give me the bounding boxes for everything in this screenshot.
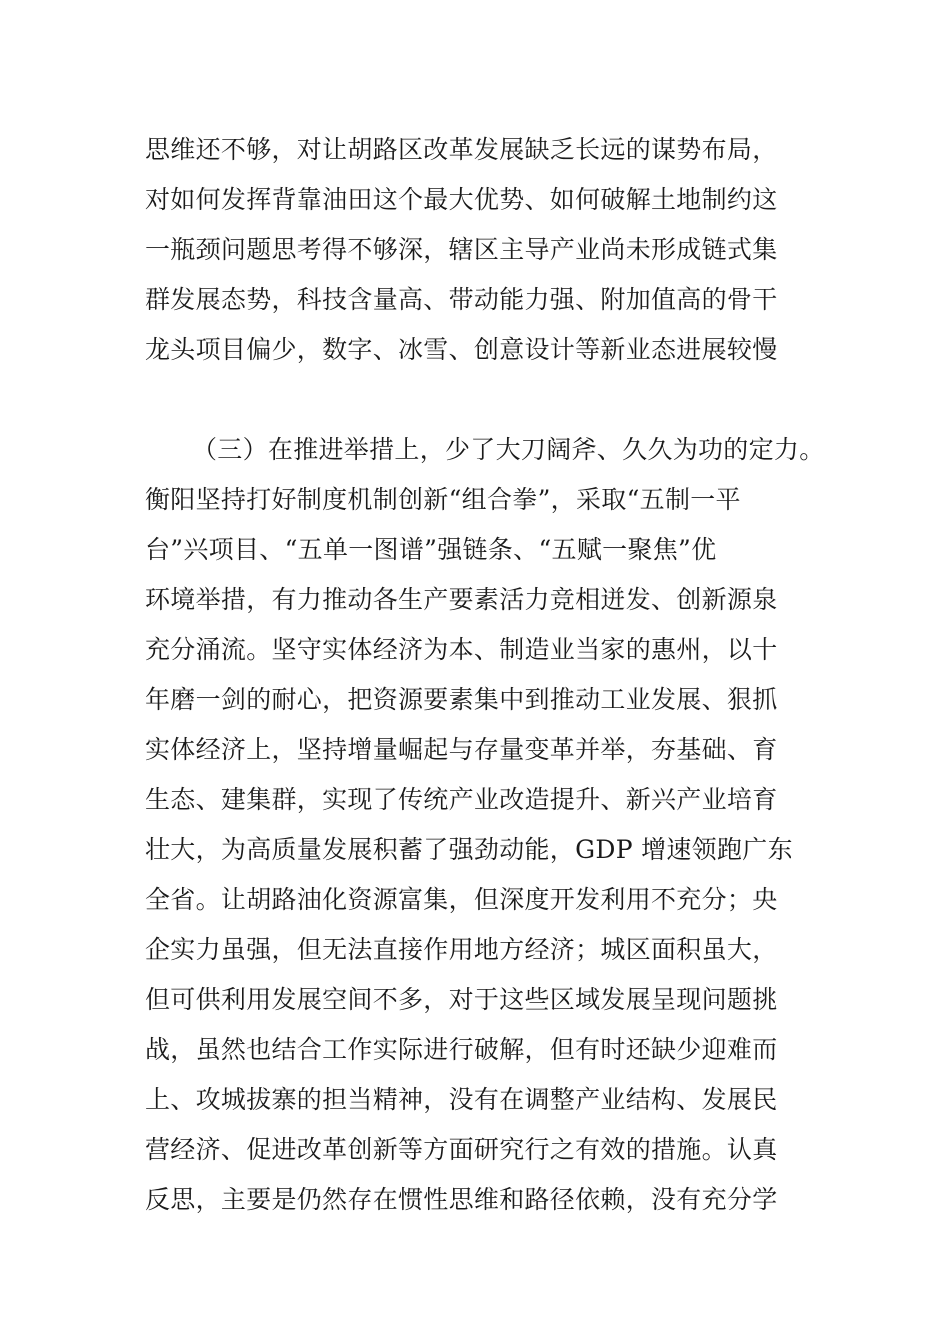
text-line: 生态、建集群，实现了传统产业改造提升、新兴产业培育 [145,785,778,814]
text-line: 环境举措，有力推动各生产要素活力竞相迸发、创新源泉 [145,585,778,614]
text-line: 但可供利用发展空间不多，对于这些区域发展呈现问题挑 [145,985,778,1014]
text-line: 一瓶颈问题思考得不够深，辖区主导产业尚未形成链式集 [145,235,778,264]
text-line: 企实力虽强，但无法直接作用地方经济；城区面积虽大， [145,935,778,964]
text-line: 充分涌流。坚守实体经济为本、制造业当家的惠州，以十 [145,635,778,664]
text-line: 上、攻城拔寨的担当精神，没有在调整产业结构、发展民 [145,1085,778,1114]
text-line: 实体经济上，坚持增量崛起与存量变革并举，夯基础、育 [145,735,778,764]
text-line: 对如何发挥背靠油田这个最大优势、如何破解土地制约这 [145,185,778,214]
text-line: 群发展态势，科技含量高、带动能力强、附加值高的骨干 [145,285,778,314]
text-line: 年磨一剑的耐心，把资源要素集中到推动工业发展、狠抓 [145,685,778,714]
text-line: 台”兴项目、“五单一图谱”强链条、“五赋一聚焦”优 [145,535,717,564]
text-line: 反思，主要是仍然存在惯性思维和路径依赖，没有充分学 [145,1185,778,1214]
text-line: 思维还不够，对让胡路区改革发展缺乏长远的谋势布局， [145,135,778,164]
text-line: 全省。让胡路油化资源富集，但深度开发利用不充分；央 [145,885,778,914]
text-line: 营经济、促进改革创新等方面研究行之有效的措施。认真 [145,1135,778,1164]
text-line: 战，虽然也结合工作实际进行破解，但有时还缺少迎难而 [145,1035,778,1064]
text-line: 龙头项目偏少，数字、冰雪、创意设计等新业态进展较慢 [145,335,778,364]
section-heading-line: （三）在推进举措上，少了大刀阔斧、久久为功的定力。 [192,435,825,464]
text-line: 壮大，为高质量发展积蓄了强劲动能，GDP 增速领跑广东 [145,835,793,864]
text-line: 衡阳坚持打好制度机制创新“组合拳”，采取“五制一平 [145,485,741,514]
